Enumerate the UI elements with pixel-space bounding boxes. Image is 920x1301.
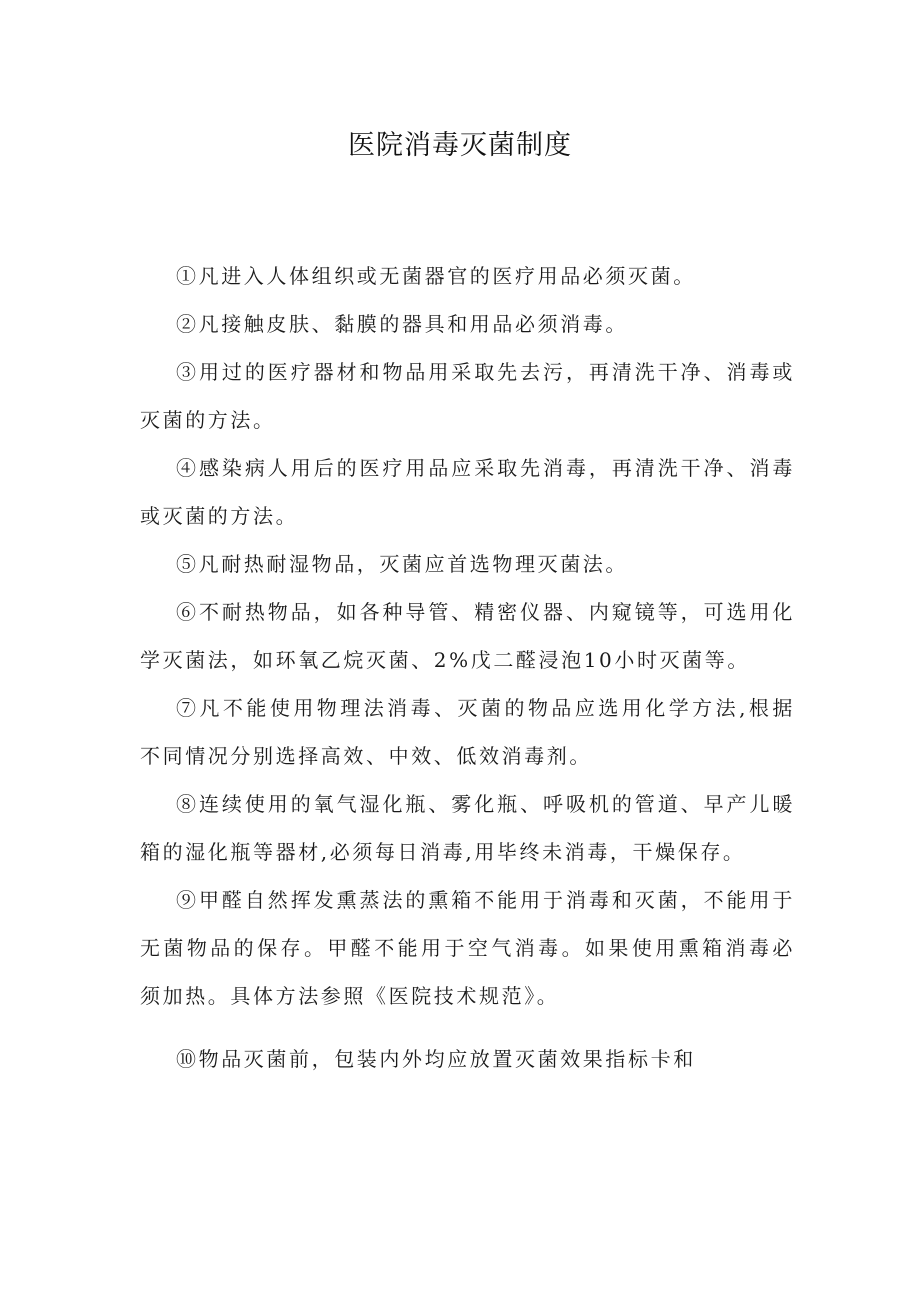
paragraph-4: ④感染病人用后的医疗用品应采取先消毒，再清洗干净、消毒或灭菌的方法。 bbox=[140, 456, 795, 528]
paragraph-2: ②凡接触皮肤、黏膜的器具和用品必须消毒。 bbox=[176, 312, 628, 336]
document-body bbox=[140, 252, 795, 1083]
document-title: 医院消毒灭菌制度 bbox=[348, 130, 572, 161]
paragraph-1: ①凡进入人体组织或无菌器官的医疗用品必须灭菌。 bbox=[176, 264, 696, 288]
paragraph-7: ⑦凡不能使用物理法消毒、灭菌的物品应选用化学方法,根据不同情况分别选择高效、中效、低效消毒剂。 bbox=[140, 696, 795, 768]
paragraph-3: ③用过的医疗器材和物品用采取先去污，再清洗干净、消毒或灭菌的方法。 bbox=[140, 360, 795, 432]
paragraph-9: ⑨甲醛自然挥发熏蒸法的熏箱不能用于消毒和灭菌，不能用于无菌物品的保存。甲醛不能用于空气消毒。如果使用熏箱消毒必须加热。具体方法参照《医院技术规范》。 bbox=[140, 888, 795, 1008]
paragraph-10: ⑩物品灭菌前，包装内外均应放置灭菌效果指标卡和 bbox=[176, 1047, 696, 1071]
paragraph-8: ⑧连续使用的氧气湿化瓶、雾化瓶、呼吸机的管道、早产儿暖箱的湿化瓶等器材,必须每日消毒,用毕终未消毒，干燥保存。 bbox=[140, 792, 795, 864]
paragraph-6: ⑥不耐热物品，如各种导管、精密仪器、内窥镜等，可选用化学灭菌法，如环氧乙烷灭菌、2%戊二醛浸泡10小时灭菌等。 bbox=[140, 600, 795, 672]
paragraph-5: ⑤凡耐热耐湿物品，灭菌应首选物理灭菌法。 bbox=[176, 552, 628, 576]
